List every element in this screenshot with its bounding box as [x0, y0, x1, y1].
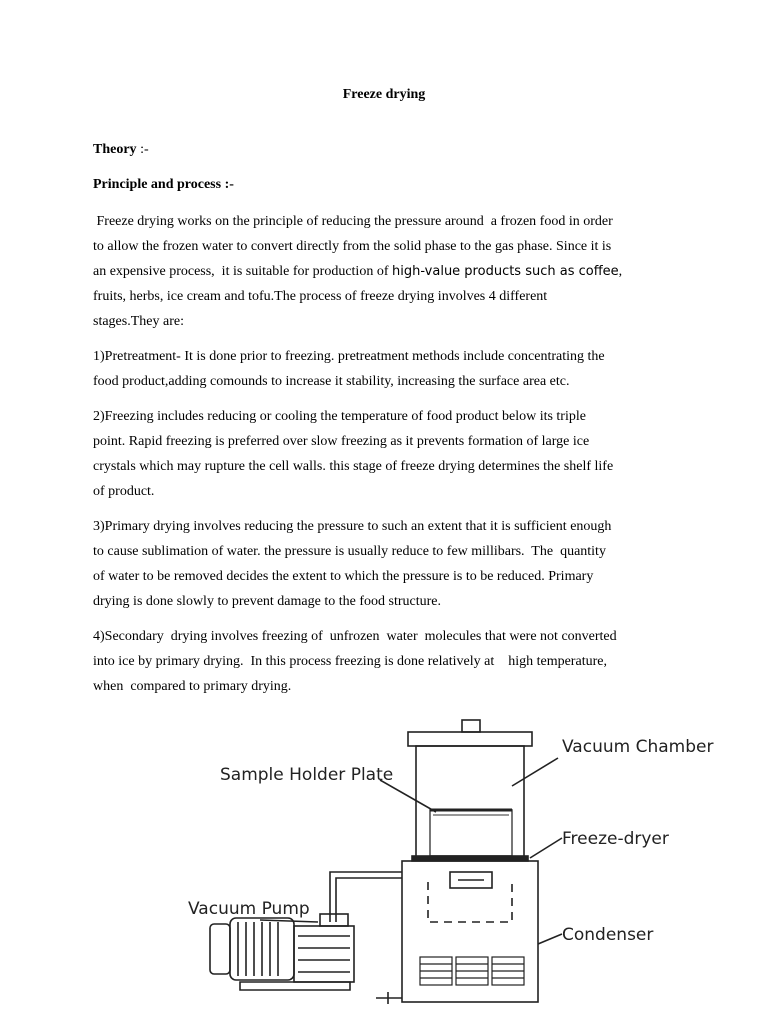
stage-3-paragraph: [93, 514, 673, 614]
theory-label: Theory: [93, 142, 137, 157]
high-value-products-text: high-value products such as coffee: [391, 264, 619, 279]
intro-line-5: stages.They are:: [93, 314, 184, 329]
drain-valve: [376, 992, 402, 1004]
stage-3-line-3: of water to be removed decides the extent to which the pressure is to be reduced. Primary: [93, 569, 594, 584]
theory-heading: [93, 142, 149, 158]
intro-line-1: Freeze drying works on the principle of reducing the pressure around a frozen food in order: [93, 214, 613, 229]
stage-1-line-2: food product,adding comounds to increase it stability, increasing the surface area etc.: [93, 374, 570, 389]
stage-2-line-4: of product.: [93, 484, 155, 499]
leader-vacuum-pump: [260, 920, 318, 922]
stage-3-line-1: 3)Primary drying involves reducing the pressure to such an extent that it is sufficient enough: [93, 519, 612, 534]
stage-1-paragraph: [93, 344, 673, 394]
stage-1-line-1: 1)Pretreatment- It is done prior to freezing. pretreatment methods include concentrating the: [93, 349, 605, 364]
label-vacuum-pump: Vacuum Pump: [188, 899, 310, 919]
leader-vacuum-chamber: [512, 758, 558, 786]
condenser-unit: [402, 861, 538, 1002]
intro-line-2: to allow the frozen water to convert directly from the solid phase to the gas phase. Since it is: [93, 239, 612, 254]
stage-2-line-2: point. Rapid freezing is preferred over slow freezing as it prevents formation of large ice: [93, 434, 590, 449]
intro-line-3-text: an expensive process, it is suitable for production of: [93, 264, 392, 279]
vacuum-pump: [210, 914, 354, 990]
sample-holder-plate: [430, 810, 512, 856]
label-condenser: Condenser: [562, 925, 654, 945]
label-sample-holder-plate: Sample Holder Plate: [220, 765, 394, 785]
stage-2-line-3: crystals which may rupture the cell walls. this stage of freeze drying determines the shelf life: [93, 459, 614, 474]
stage-2-paragraph: [93, 404, 673, 504]
leader-condenser: [538, 934, 562, 944]
condenser-vents: [420, 957, 524, 985]
document-title: Freeze drying: [342, 87, 426, 102]
stage-2-line-1: 2)Freezing includes reducing or cooling the temperature of food product below its triple: [93, 409, 586, 424]
stage-4-paragraph: [93, 624, 673, 699]
label-vacuum-chamber: Vacuum Chamber: [562, 737, 714, 757]
chamber-lid: [408, 732, 532, 746]
intro-paragraph: [93, 209, 673, 334]
intro-line-4: fruits, herbs, ice cream and tofu.The process of freeze drying involves 4 different: [93, 289, 548, 304]
freeze-dryer-diagram: [180, 712, 720, 1024]
theory-suffix: :-: [136, 142, 149, 157]
principle-heading: Principle and process :-: [93, 177, 234, 192]
intro-line-3-comma: ,: [618, 264, 623, 279]
intro-line-3: [93, 259, 673, 284]
stage-3-line-2: to cause sublimation of water. the pressure is usually reduce to few millibars. The quantity: [93, 544, 606, 559]
stage-3-line-4: drying is done slowly to prevent damage to the food structure.: [93, 594, 441, 609]
vacuum-chamber-body: [416, 746, 524, 858]
chamber-knob: [462, 720, 480, 732]
leader-freeze-dryer: [530, 838, 562, 858]
label-freeze-dryer: Freeze-dryer: [562, 829, 669, 849]
stage-4-line-3: when compared to primary drying.: [93, 679, 292, 694]
stage-4-line-1: 4)Secondary drying involves freezing of unfrozen water molecules that were not converted: [93, 629, 617, 644]
stage-4-line-2: into ice by primary drying. In this process freezing is done relatively at high temperature,: [93, 654, 607, 669]
